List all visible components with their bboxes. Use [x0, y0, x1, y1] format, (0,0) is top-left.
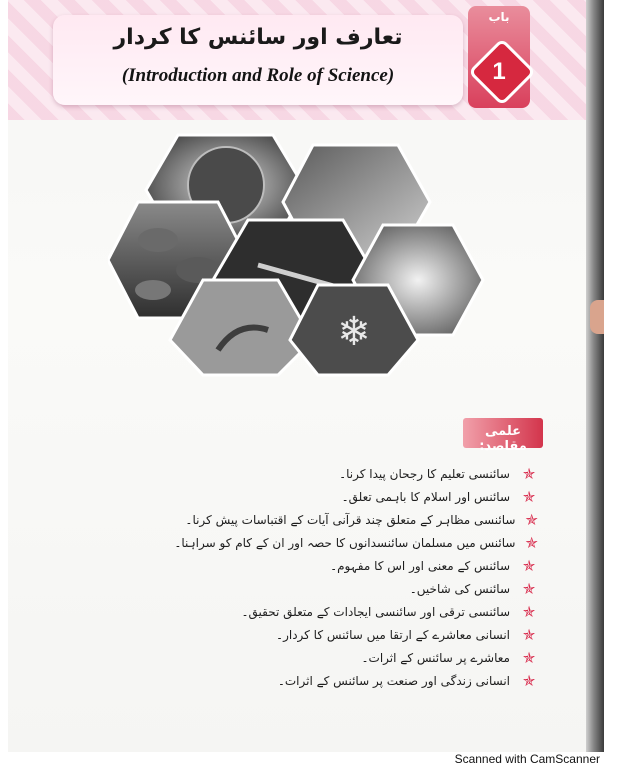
star-icon: ✯: [522, 487, 536, 506]
list-item: ✯ انسانی زندگی اور صنعت پر سائنس کے اثرات۔: [238, 669, 538, 692]
list-item: ✯ سائنس اور اسلام کا باہمی تعلق۔: [238, 485, 538, 508]
list-item: ✯ سائنسی تعلیم کا رجحان پیدا کرنا۔: [238, 462, 538, 485]
star-icon: ✯: [522, 648, 536, 667]
science-hexagon-collage: [108, 130, 488, 380]
snowflake-icon: ❄: [337, 309, 371, 355]
scanner-watermark: Scanned with CamScanner: [454, 752, 600, 766]
chapter-number: 1: [492, 58, 506, 85]
chapter-tab: [468, 6, 530, 108]
star-icon: ✯: [522, 579, 536, 598]
chapter-title-urdu: تعارف اور سائنس کا کردار: [113, 25, 403, 50]
list-item: ✯ معاشرے پر سائنس کے اثرات۔: [238, 646, 538, 669]
list-item: ✯ سائنسی مظاہر کے متعلق چند قرآنی آیات کے اقتباسات پیش کرنا۔: [185, 510, 538, 529]
star-icon: ✯: [522, 602, 536, 621]
chapter-title-english: (Introduction and Role of Science): [121, 65, 395, 86]
page-edge-shadow: [586, 0, 604, 752]
book-page: [8, 0, 604, 752]
star-icon: ✯: [525, 510, 538, 529]
list-item: ✯ انسانی معاشرے کے ارتقا میں سائنس کا کردار۔: [238, 623, 538, 646]
list-item: ✯ سائنسی ترقی اور سائنسی ایجادات کے متعلق تحقیق۔: [238, 600, 538, 623]
thumb: [590, 300, 604, 334]
list-item: ✯ سائنس میں مسلمان سائنسدانوں کا حصہ اور ان کے کام کو سراہنا۔: [174, 533, 538, 552]
list-item: ✯ سائنس کی شاخیں۔: [238, 577, 538, 600]
chapter-title-box: [53, 15, 463, 105]
learning-objectives-label: علمی مقاصد:: [463, 418, 543, 448]
cell-shape: [138, 228, 178, 252]
star-icon: ✯: [522, 556, 536, 575]
chapter-word: باب: [488, 10, 510, 24]
star-icon: ✯: [522, 671, 536, 690]
objectives-list: [174, 462, 538, 692]
star-icon: ✯: [525, 533, 538, 552]
cell-shape: [135, 280, 171, 300]
list-item: ✯ سائنس کے معنی اور اس کا مفہوم۔: [238, 554, 538, 577]
star-icon: ✯: [522, 625, 536, 644]
star-icon: ✯: [522, 464, 536, 483]
